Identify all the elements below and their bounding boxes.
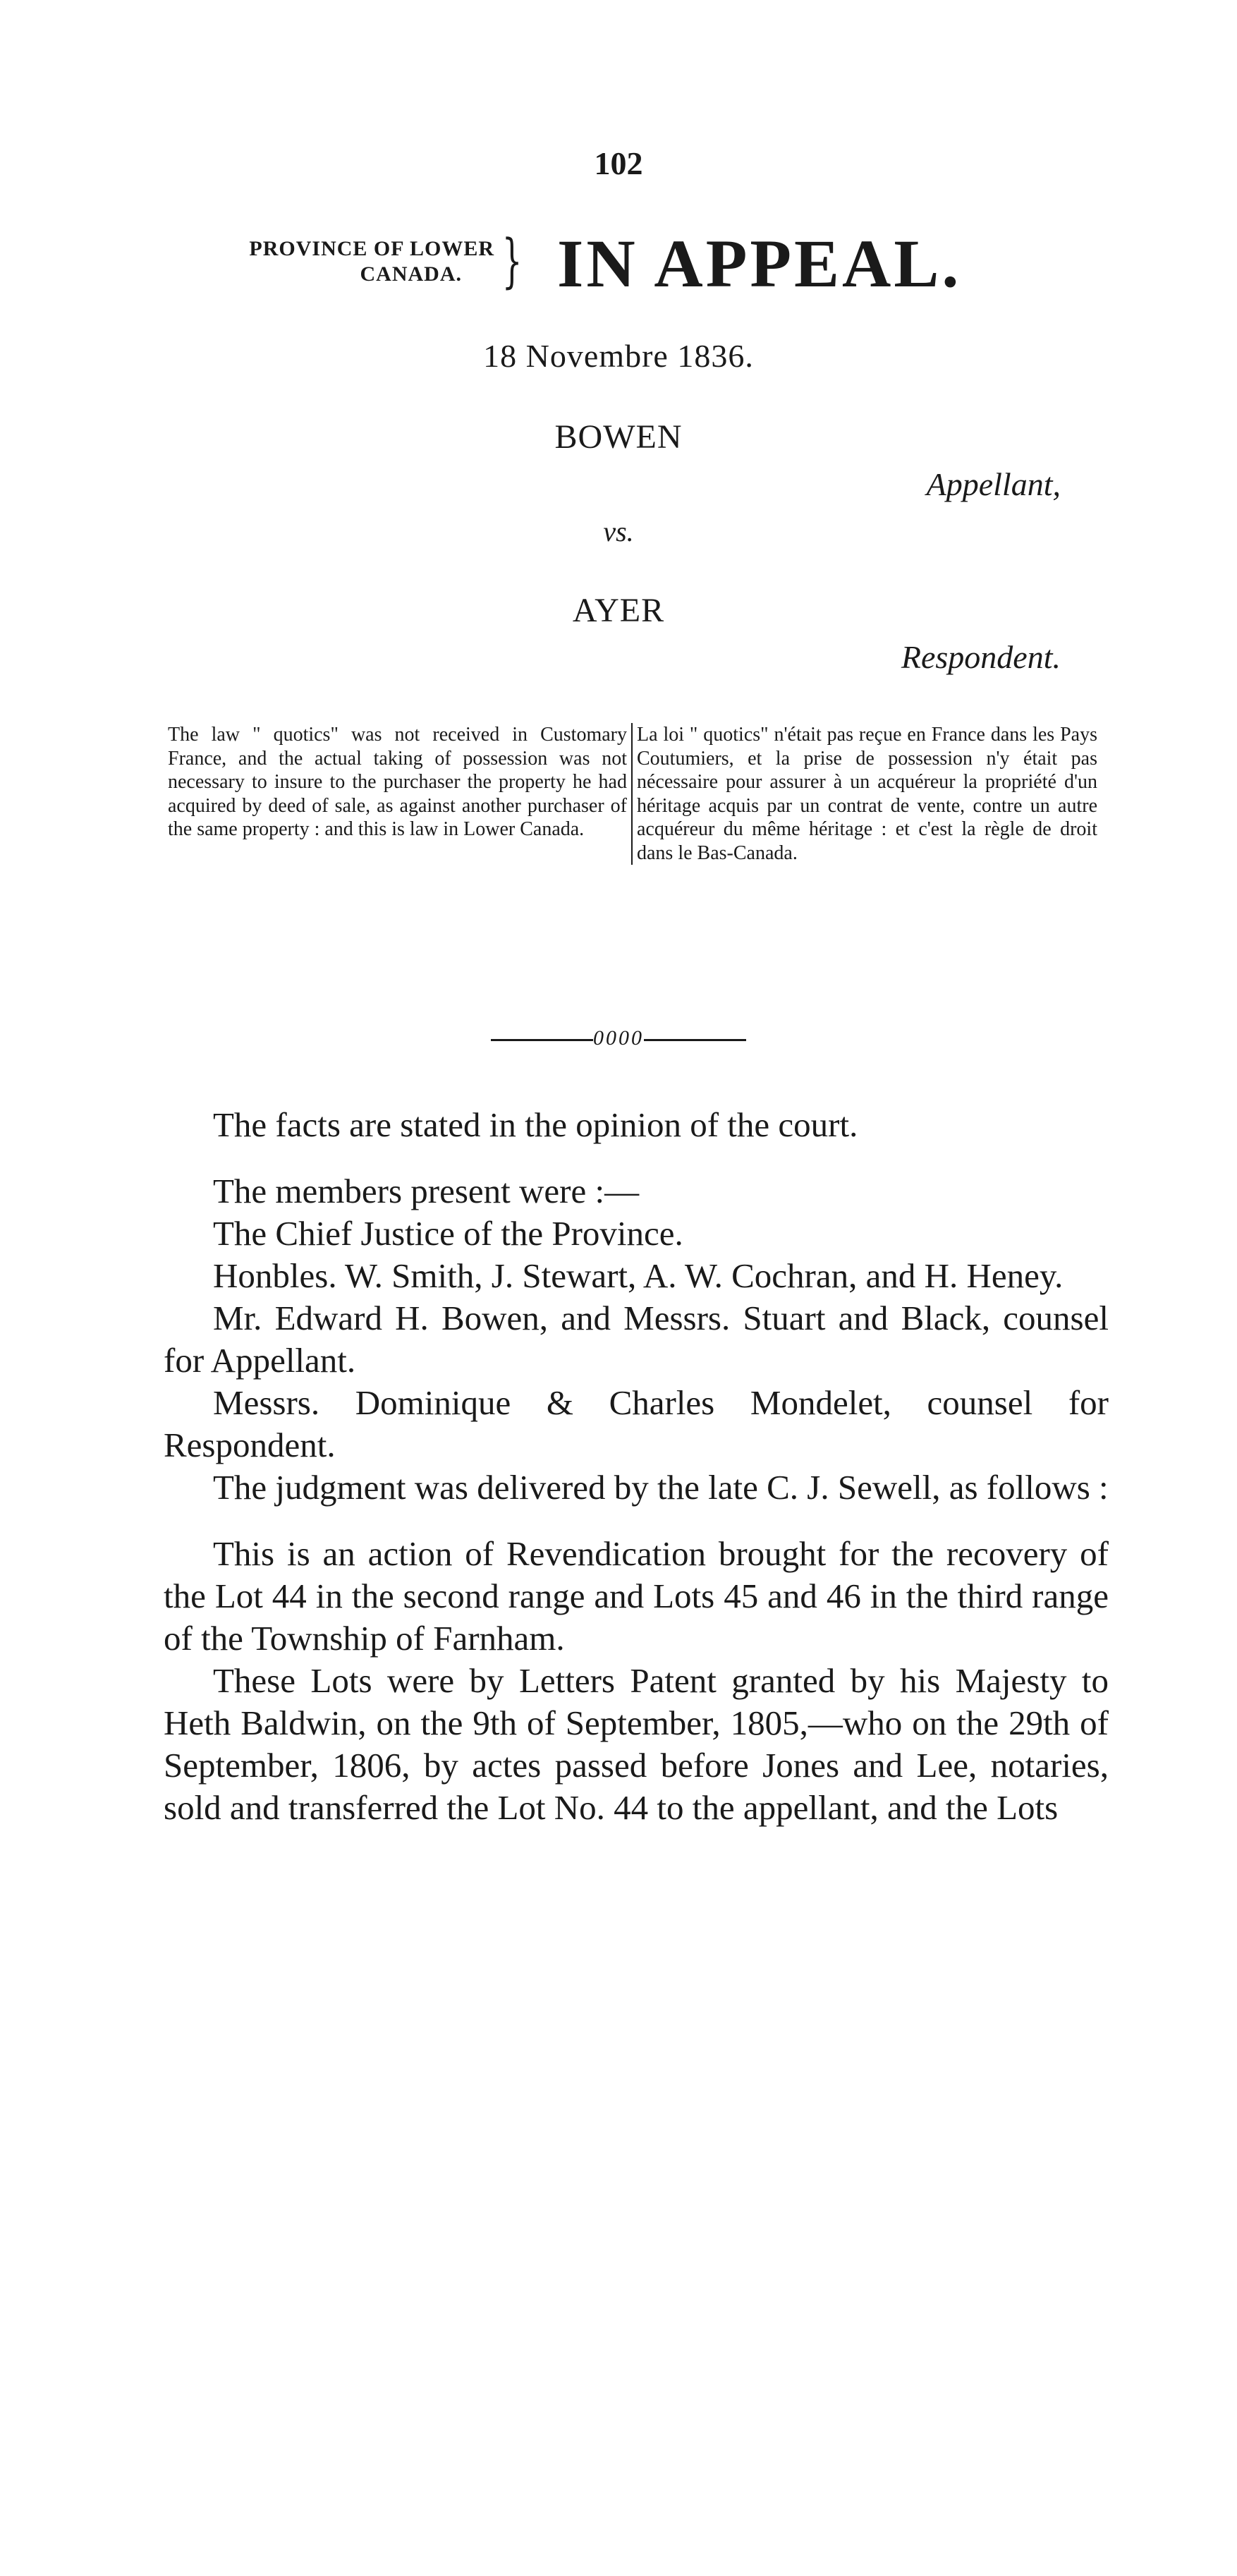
judgment-intro: The judgment was delivered by the late C. J. Sewell, as follows : [213, 1468, 1109, 1507]
province-line-2: CANADA. [360, 262, 462, 286]
chief-justice-line: The Chief Justice of the Province. [213, 1214, 683, 1253]
province-line-1: PROVINCE OF LOWER [249, 237, 494, 260]
case-title: IN APPEAL. [557, 226, 962, 301]
counsel-respondent: Messrs. Dominique & Charles Mondelet, counsel for Respondent. [164, 1383, 1109, 1464]
appellant-name: BOWEN [554, 418, 683, 456]
paragraph-2: These Lots were by Letters Patent granted by his Majesty to Heth Baldwin, on the 9th of September, 1805,—who on the 29th of September, 1806, by actes passed before Jones and Lee, notaries, sold and transferred the Lot No. 44 to the appellant, and the Lots [164, 1661, 1109, 1827]
counsel-appellant: Mr. Edward H. Bowen, and Messrs. Stuart and Black, counsel for Appellant. [164, 1299, 1109, 1380]
divider-ornament: 0000 [593, 1026, 644, 1050]
divider-rule-left [491, 1039, 593, 1041]
respondent-role: Respondent. [901, 639, 1061, 675]
headnote-french: La loi " quotics" n'était pas reçue en France dans les Pays Coutumiers, et la prise de possession n'y était pas nécessaire pour assurer à un acquéreur la propriété d'un héritage acquis par un contrat de vente, contre un autre acquéreur du même héritage : et c'est la règle de droit dans le Bas-Canada. [637, 724, 1097, 864]
members-intro: The members present were :— [213, 1172, 640, 1210]
headnote [164, 723, 1102, 865]
versus: vs. [603, 516, 634, 547]
province-heading [145, 236, 504, 287]
headnote-english: The law " quotics" was not received in Customary France, and the actual taking of possession was not necessary to insure to the purchaser the property he had acquired by deed of sale, as against another purchaser of the same property : and this is law in Lower Canada. [164, 723, 633, 865]
page-number: 102 [594, 145, 643, 181]
case-date: 18 Novembre 1836. [483, 338, 754, 374]
appellant-role: Appellant, [926, 466, 1061, 502]
facts-line: The facts are stated in the opinion of the court. [213, 1105, 858, 1144]
opinion-body [164, 1104, 1109, 1829]
paragraph-1: This is an action of Revendication brought for the recovery of the Lot 44 in the second range and Lots 45 and 46 in the third range of the Township of Farnham. [164, 1534, 1109, 1658]
divider-rule-right [644, 1039, 746, 1041]
province-brace: } [501, 228, 523, 295]
section-divider [0, 1026, 1237, 1050]
respondent-name: AYER [572, 592, 665, 629]
honbles-line: Honbles. W. Smith, J. Stewart, A. W. Cochran, and H. Heney. [213, 1256, 1064, 1295]
